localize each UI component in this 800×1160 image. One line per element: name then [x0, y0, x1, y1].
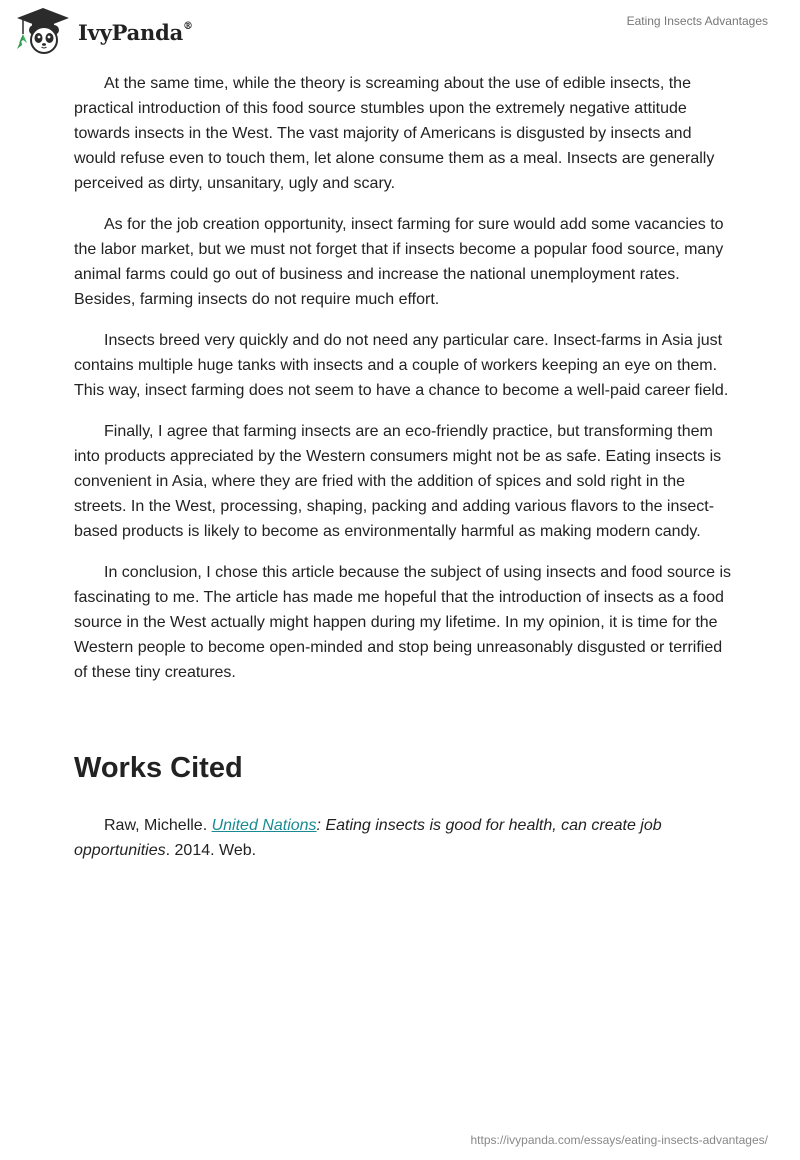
document-title: Eating Insects Advantages — [626, 14, 768, 28]
citation-title: : Eating insects is good for health, can create job opportunities — [74, 817, 662, 859]
citation-author: Raw, Michelle. — [104, 817, 212, 834]
paragraph: At the same time, while the theory is screaming about the use of edible insects, the practical introduction of this food source stumbles upon the extremely negative attitude towards insects in the West. The vast majority of Americans is disgusted by insects and would refuse even to touch them, let alone consume them as a meal. Insects are generally perceived as dirty, unsanitary, ugly and scary. — [74, 75, 715, 192]
footer-url[interactable]: https://ivypanda.com/essays/eating-insects-advantages/ — [470, 1133, 768, 1147]
essay-body — [74, 71, 734, 701]
citation-link[interactable]: United Nations — [211, 817, 317, 834]
brand-name: IvyPanda® — [78, 19, 193, 45]
panda-graduate-icon — [14, 7, 72, 55]
ivypanda-logo[interactable] — [14, 7, 193, 55]
paragraph: In conclusion, I chose this article because the subject of using insects and food source is fascinating to me. The article has made me hopeful that the introduction of insects as a food source in the West actually might happen during my lifetime. In my opinion, it is time for the Western people to become open-minded and stop being unreasonably disgusted or terrified of these tiny creatures. — [74, 564, 732, 681]
citation-entry — [74, 813, 674, 863]
page-header — [0, 0, 800, 60]
paragraph: Finally, I agree that farming insects are an eco-friendly practice, but transforming them into products appreciated by the Western consumers might not be as safe. Eating insects is convenient in Asia, where they are fried with the addition of spices and sold right in the streets. In the West, processing, shaping, packing and adding various flavors to the insect-based products is likely to become as environmentally harmful as making modern candy. — [74, 423, 722, 540]
citation-tail: . 2014. Web. — [165, 842, 257, 859]
paragraph: As for the job creation opportunity, insect farming for sure would add some vacancies to the labor market, but we must not forget that if insects become a popular food source, many animal farms could go out of business and increase the national unemployment rates. Besides, farming insects do not require much effort. — [74, 216, 724, 308]
paragraph: Insects breed very quickly and do not need any particular care. Insect-farms in Asia just contains multiple huge tanks with insects and a couple of workers keeping an eye on them. This way, insect farming does not seem to have a chance to become a well-paid career field. — [74, 332, 729, 399]
works-cited-heading: Works Cited — [74, 752, 243, 784]
